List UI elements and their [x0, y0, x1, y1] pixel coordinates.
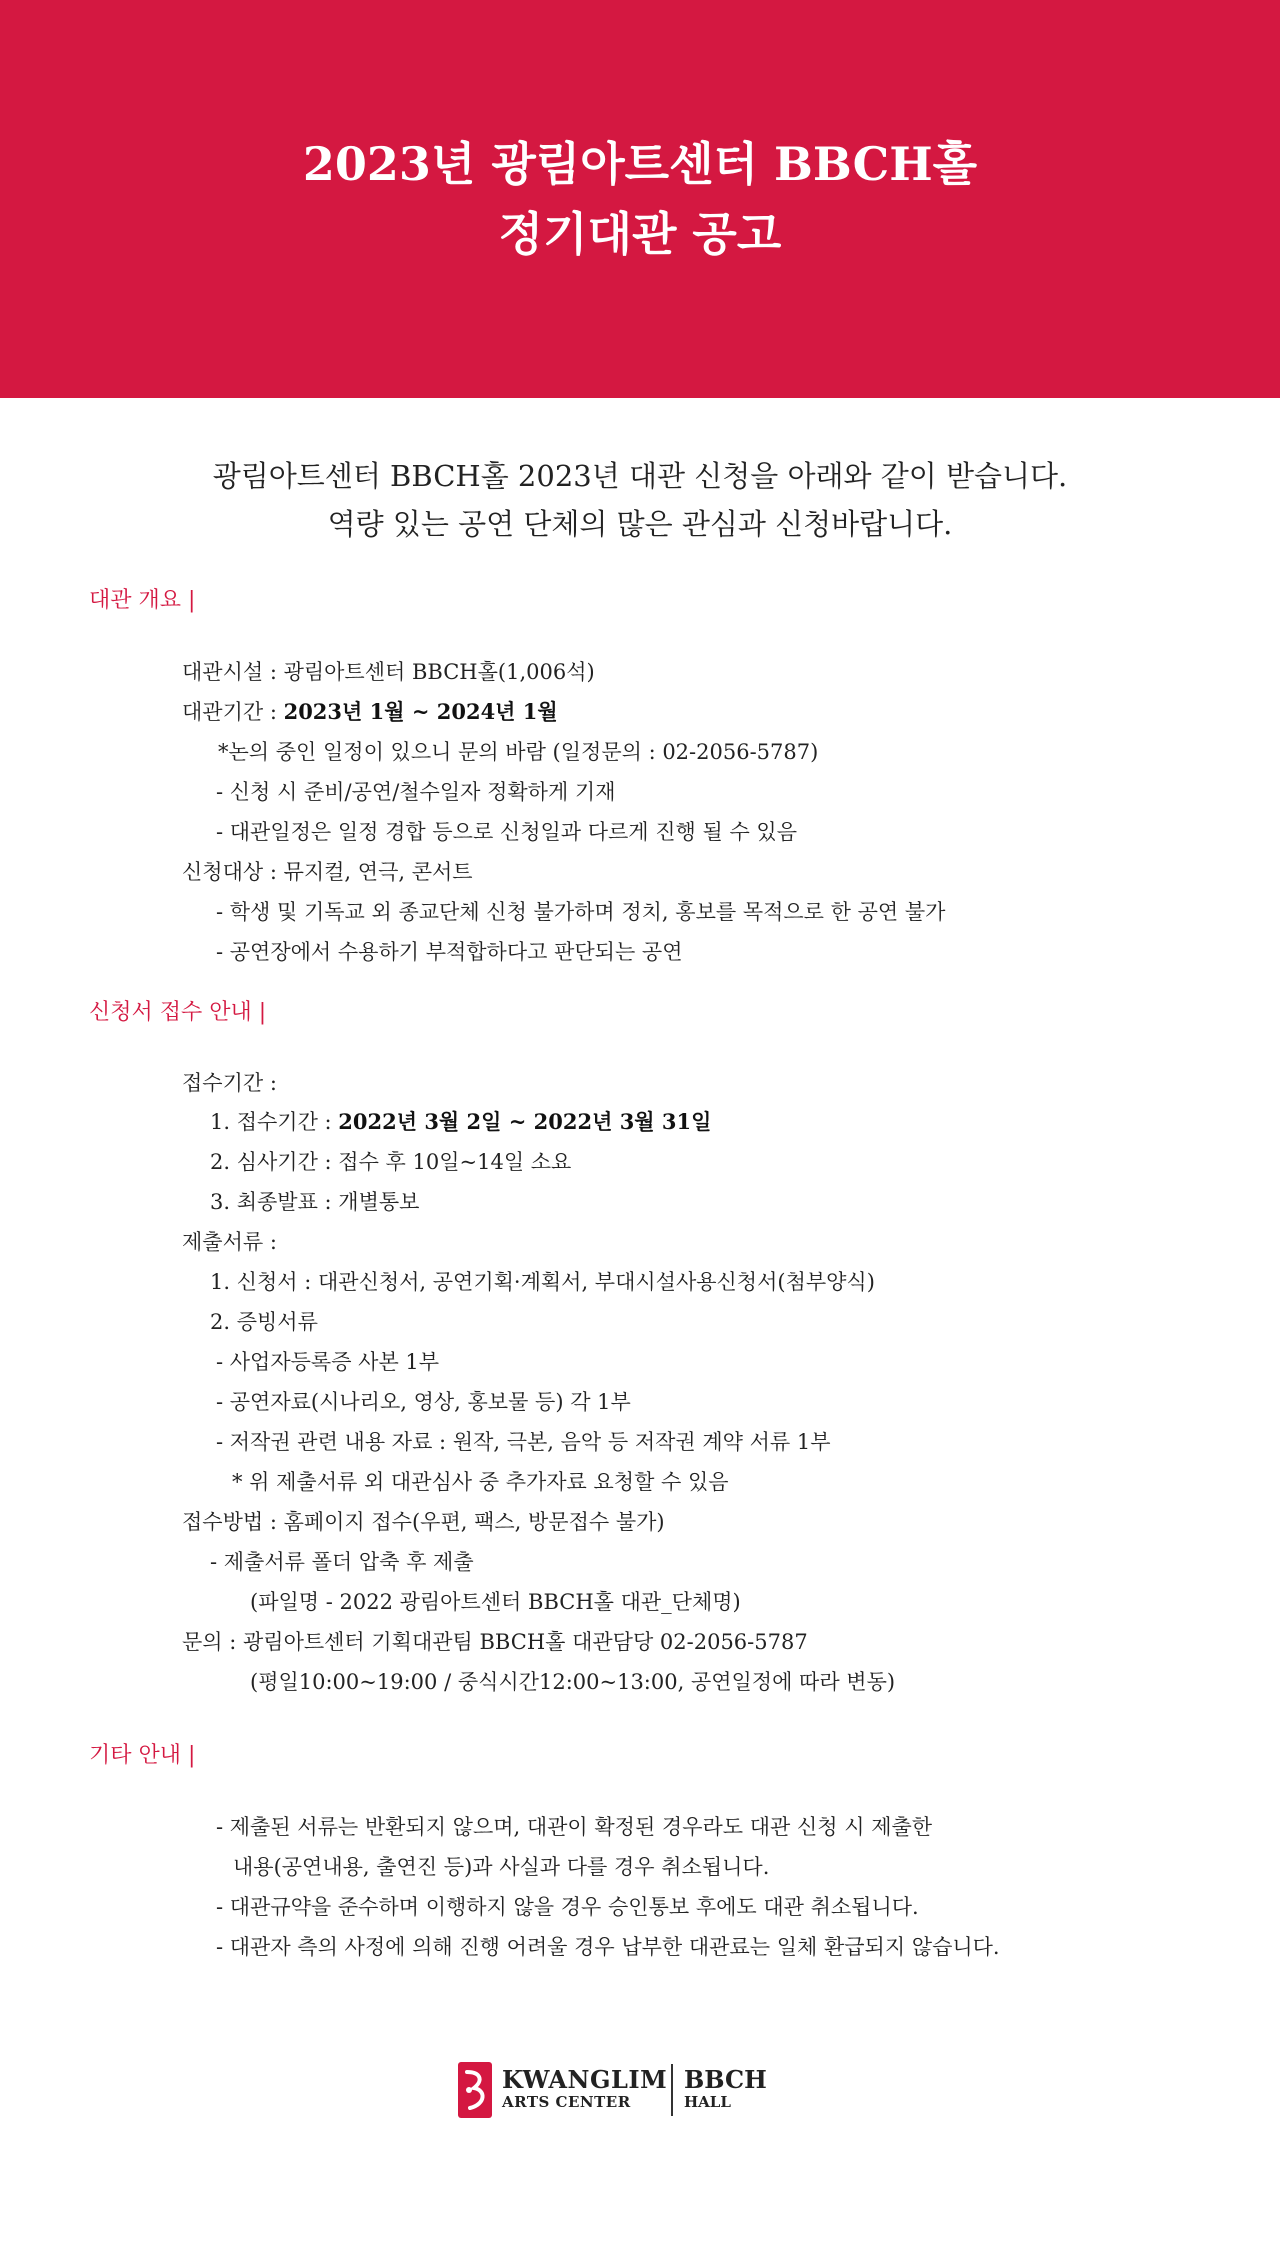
application-period-label: 1. 접수기간 : [210, 1110, 339, 1134]
logo-name-line2: ARTS CENTER [502, 2093, 631, 2111]
intro-line2: 역량 있는 공연 단체의 많은 관심과 신청바랍니다. [327, 507, 953, 541]
target-line [182, 857, 473, 887]
etc-item: - 대관자 측의 사정에 의해 진행 어려울 경우 납부한 대관료는 일체 환급되지 않습니다. [216, 1935, 1000, 1959]
target-value: 뮤지컬, 연극, 콘서트 [283, 860, 473, 884]
logo-name-line1: KWANGLIM [502, 2065, 668, 2094]
rental-period-value: 2023년 1월 ~ 2024년 1월 [283, 699, 558, 724]
section-heading-application: 신청서 접수 안내 | [89, 1000, 267, 1025]
target-note: - 공연장에서 수용하기 부적합하다고 판단되는 공연 [216, 940, 683, 964]
banner-title-line2: 정기대관 공고 [498, 207, 782, 261]
application-period-header: 접수기간 : [182, 1071, 277, 1095]
facility-line [182, 657, 595, 687]
kwanglim-emblem-icon [458, 2062, 492, 2118]
documents-subitem: - 공연자료(시나리오, 영상, 홍보물 등) 각 1부 [216, 1390, 631, 1414]
rental-period-line [182, 697, 558, 727]
submission-method-subitem: - 제출서류 폴더 압축 후 제출 [210, 1550, 474, 1574]
overview-note: - 대관일정은 일정 경합 등으로 신청일과 다르게 진행 될 수 있음 [216, 820, 797, 844]
kwanglim-logo [458, 2062, 768, 2118]
section-heading-etc: 기타 안내 | [89, 1743, 196, 1768]
section-heading-overview: 대관 개요 | [89, 588, 196, 613]
facility-label: 대관시설 : [182, 660, 284, 684]
etc-item: - 제출된 서류는 반환되지 않으며, 대관이 확정된 경우라도 대관 신청 시 제출한 [216, 1815, 933, 1839]
application-period-item: 2. 심사기간 : 접수 후 10일~14일 소요 [210, 1150, 572, 1174]
rental-period-label: 대관기간 : [182, 700, 284, 724]
submission-method: 접수방법 : 홈페이지 접수(우편, 팩스, 방문접수 불가) [182, 1510, 665, 1534]
etc-item: - 대관규약을 준수하며 이행하지 않을 경우 승인통보 후에도 대관 취소됩니다. [216, 1895, 919, 1919]
contact-line: 문의 : 광림아트센터 기획대관팀 BBCH홀 대관담당 02-2056-5787 [182, 1630, 808, 1654]
facility-value: 광림아트센터 BBCH홀(1,006석) [283, 660, 595, 684]
application-period-value: 2022년 3월 2일 ~ 2022년 3월 31일 [338, 1109, 712, 1134]
documents-item: 2. 증빙서류 [210, 1310, 318, 1334]
logo-hall-line1: BBCH [684, 2065, 767, 2094]
application-period-item: 3. 최종발표 : 개별통보 [210, 1190, 420, 1214]
etc-item-continuation: 내용(공연내용, 출연진 등)과 사실과 다를 경우 취소됩니다. [233, 1855, 770, 1879]
documents-subitem: - 사업자등록증 사본 1부 [216, 1350, 440, 1374]
logo-hall-line2: HALL [684, 2093, 731, 2111]
documents-header: 제출서류 : [182, 1230, 277, 1254]
logo-divider [671, 2064, 673, 2116]
target-label: 신청대상 : [182, 860, 284, 884]
banner-title-line1: 2023년 광림아트센터 BBCH홀 [302, 137, 978, 191]
header-banner [0, 0, 1280, 398]
documents-item: 1. 신청서 : 대관신청서, 공연기획·계획서, 부대시설사용신청서(첨부양식) [210, 1270, 875, 1294]
application-period-item [210, 1107, 711, 1137]
contact-hours: (평일10:00~19:00 / 중식시간12:00~13:00, 공연일정에 따라 변동) [250, 1670, 896, 1694]
overview-note: *논의 중인 일정이 있으니 문의 바람 (일정문의 : 02-2056-5787) [218, 740, 819, 764]
overview-note: - 신청 시 준비/공연/철수일자 정확하게 기재 [216, 780, 616, 804]
documents-subitem: - 저작권 관련 내용 자료 : 원작, 극본, 음악 등 저작권 계약 서류 1부 [216, 1430, 831, 1454]
intro-line1: 광림아트센터 BBCH홀 2023년 대관 신청을 아래와 같이 받습니다. [212, 459, 1068, 493]
target-note: - 학생 및 기독교 외 종교단체 신청 불가하며 정치, 홍보를 목적으로 한 공연 불가 [216, 900, 946, 924]
submission-filename: (파일명 - 2022 광림아트센터 BBCH홀 대관_단체명) [250, 1590, 741, 1614]
documents-note: * 위 제출서류 외 대관심사 중 추가자료 요청할 수 있음 [232, 1470, 729, 1494]
